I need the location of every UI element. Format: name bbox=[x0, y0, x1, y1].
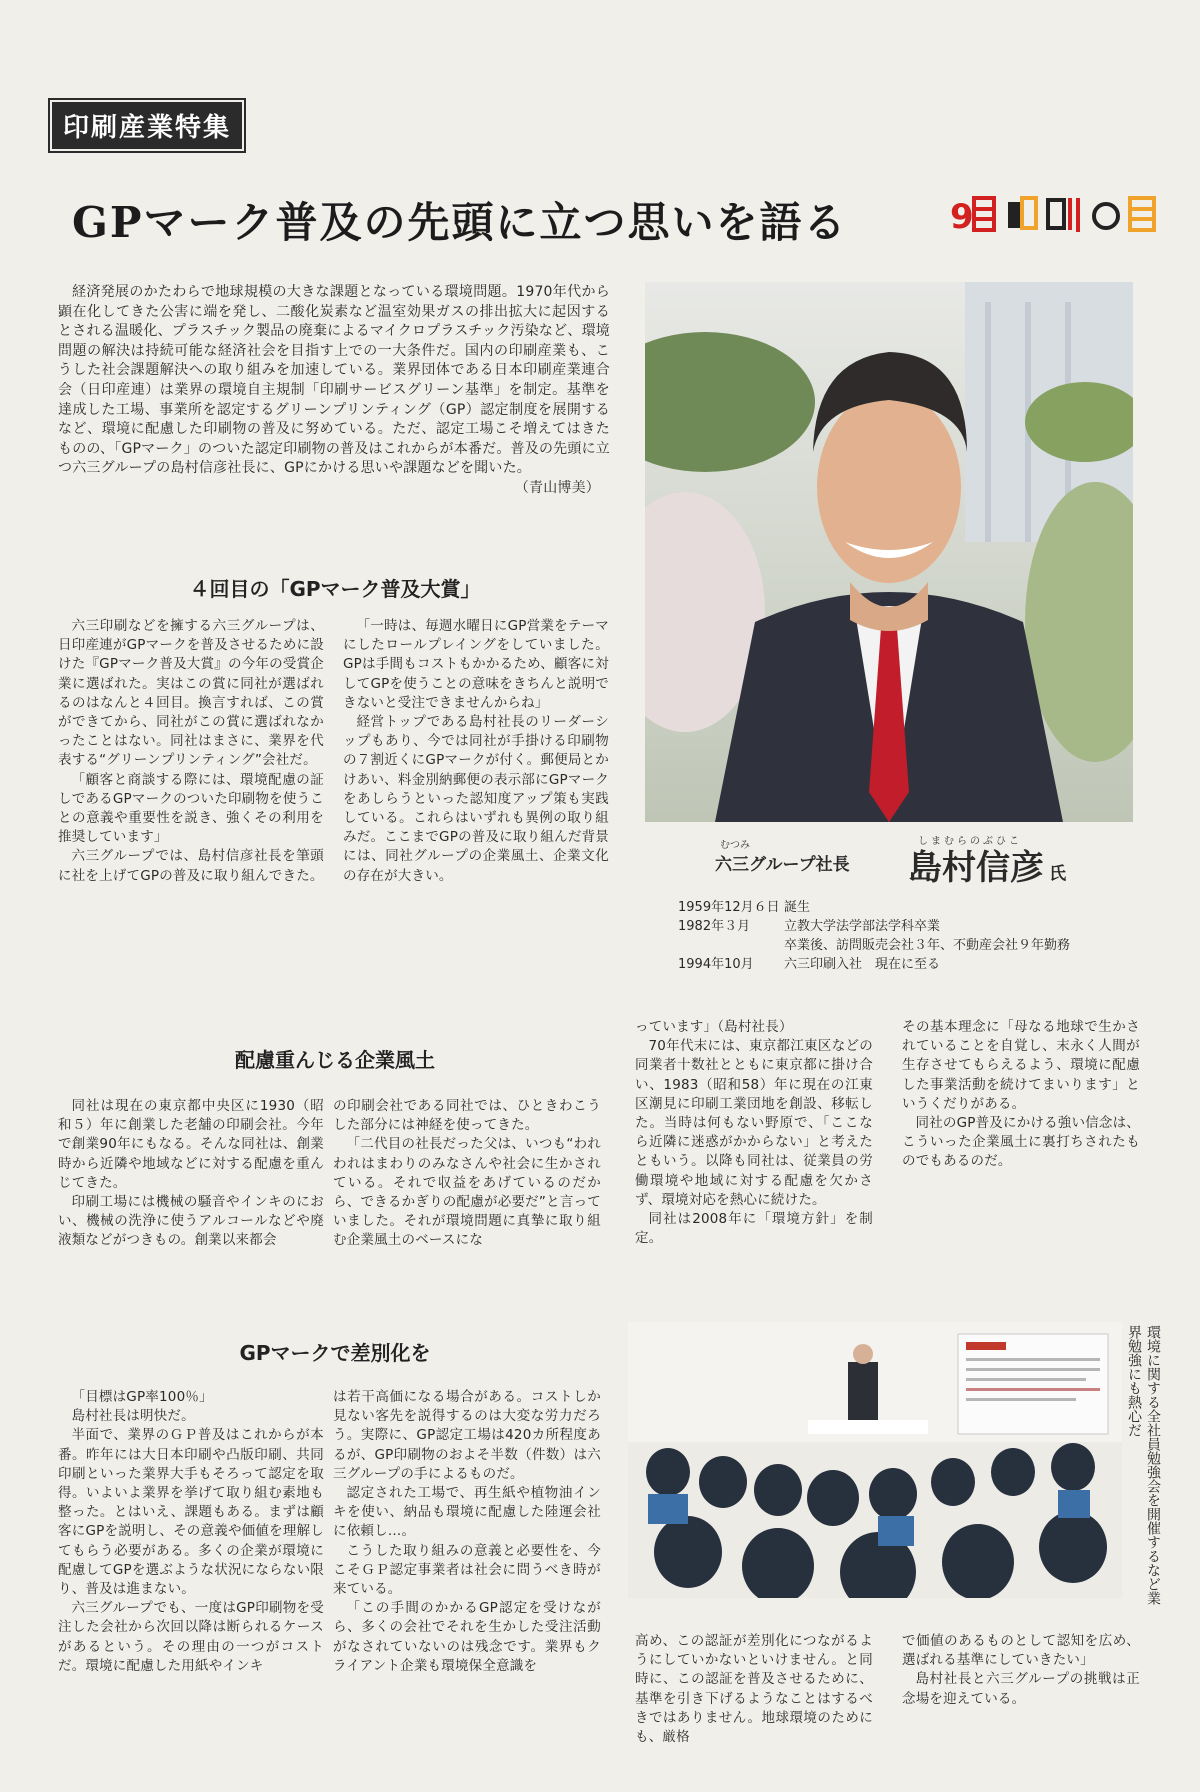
profile-title: 六三グループ社長 bbox=[715, 855, 850, 875]
section1-col1: 六三印刷などを擁する六三グループは、日印産連がGPマークを普及させるために設けた『GPマーク普及大賞』の今年の受賞企業に選ばれた。実はこの賞に同社が選ばれるのはなんと４回目。換言すれば、この賞ができてから、同社がこの賞に選ばれなかったことはない。同社はまさに、業界を代表する“グリーンプリンティング”会社だ。 「顧客と商談する際には、環境配慮の証しであるGPマークのついた印刷物を使うことの意義や重要性を説き、強くその利用を推奨しています」 六三グループでは、島村信彦社長を筆頭に社を上げてGPの普及に取り組んできた。 bbox=[58, 618, 324, 884]
section3-col2: は若干高価になる場合がある。コストしか見ない客先を説得するのは大変な労力だろう。実際に、GP認定工場は420カ所程度あるが、GP印刷物のおよそ半数（件数）は六三グループの手によるものだ。 認定された工場で、再生紙や植物油インキを使い、納品も環境に配慮した陸運会社に依頼し…。 こうした取り組みの意義と必要性を、今こそＧＰ認定事業者は社会に問うべき時が来ている。 「この手間のかかるGP認定を受けながら、多くの会社でそれを生かした受注活動がなされていないのは残念です。業界もクライアント企業も環境保全意識を bbox=[333, 1389, 601, 1674]
career-row: 1959年12月６日 誕生 bbox=[678, 900, 811, 915]
print-month-logo bbox=[948, 192, 1166, 236]
career-row: 卒業後、訪問販売会社３年、不動産会社９年勤務 bbox=[784, 938, 1071, 953]
section2-heading: 配慮重んじる企業風土 bbox=[235, 1048, 435, 1072]
lead-paragraph: 経済発展のかたわらで地球規模の大きな課題となっている環境問題。1970年代から顕在化してきた公害に端を発し、二酸化炭素など温室効果ガスの排出拡大に起因するとされる温暖化、プラスチック製品の廃棄によるマイクロプラスチック汚染など、環境問題の解決は持続可能な経済社会を目指す上での一大条件だ。国内の印刷産業も、こうした社会課題解決への取り組みを加速している。業界団体である日本印刷産業連合会（日印産連）は業界の環境自主規制「印刷サービスグリーン基準」を制定。基準を達成した工場、事業所を認定するグリーンプリンティング（GP）認定制度を展開するなど、環境に配慮した印刷物の普及に努めている。ただ、認定工場こそ増えてはきたものの、「GPマーク」のついた認定印刷物の普及はこれからが本番だ。普及の先頭に立つ六三グループの島村信彦社長に、GPにかける思いや課題などを聞いた。 （青山博美） bbox=[58, 283, 610, 499]
career-list bbox=[678, 898, 1138, 974]
profile-honorific: 氏 bbox=[1049, 864, 1067, 884]
career-row: 1994年10月 六三印刷入社 現在に至る bbox=[678, 957, 941, 972]
portrait-illustration bbox=[645, 282, 1133, 822]
section3-heading: GPマークで差別化を bbox=[239, 1341, 431, 1365]
page-title: GPマーク普及の先頭に立つ思いを語る bbox=[72, 198, 848, 247]
section3-col3: 高め、この認証が差別化につながるようにしていかないといけません。と同時に、この認証を普及させるために、基準を引き下げるようなことはするべきではありません。地球環境のためにも、厳格 bbox=[635, 1633, 873, 1746]
profile-name-block bbox=[908, 840, 1066, 889]
section2-col2: の印刷会社である同社では、ひときわこうした部分には神経を使ってきた。 「二代目の社長だった父は、いつも“われわれはまわりのみなさんや社会に生かされている。それで収益をあげているのだから、できるかぎりの配慮が必要だ”と言っていました。それが環境問題に真摯に取り組む企業風土のベースにな bbox=[333, 1098, 601, 1249]
profile-name: 島村信彦 bbox=[908, 848, 1044, 888]
section2-col4: その基本理念に「母なる地球で生かされていることを自覚し、末永く人間が生存させてもらえるよう、環境に配慮した事業活動を続けてまいります」というくだりがある。 同社のGP普及にかける強い信念は、こういった企業風土に裏打ちされたものでもあるのだ。 bbox=[902, 1019, 1141, 1170]
career-row: 1982年３月 立教大学法学部法学科卒業 bbox=[678, 919, 941, 934]
portrait-photo bbox=[645, 282, 1133, 822]
section1-heading: ４回目の「GPマーク普及大賞」 bbox=[189, 577, 481, 601]
seminar-illustration bbox=[628, 1322, 1122, 1598]
section2-col3: っています」（島村社長） 70年代末には、東京都江東区などの同業者十数社とともに東京都に掛け合い、1983（昭和58）年に現在の江東区潮見に印刷工業団地を創設、移転した。当時は何もない野原で、「ここなら近隣に迷惑がかからない」と考えたともいう。以降も同社は、従業員の労働環境や地域に対する配慮を欠かさず、環境対応を熱心に続けた。 同社は2008年に「環境方針」を制定。 bbox=[635, 1019, 873, 1247]
section3-col1: 「目標はGP率100％」 島村社長は明快だ。 半面で、業界のＧＰ普及はこれからが本番。昨年には大日本印刷や凸版印刷、共同印刷といった業界大手もそろって認定を取得。いよいよ業界を挙げて取り組む素地も整った。とはいえ、課題もある。まずは顧客にGPを説明し、その意義や価値を理解してもらう必要がある。多くの企業が環境に配慮してGPを選ぶような状況にならない限り、普及は進まない。 六三グループでも、一度はGP印刷物を受注した会社から次回以降は断られるケースがあるという。その理由の一つがコストだ。環境に配慮した用紙やインキ bbox=[58, 1389, 324, 1674]
svg-text:9: 9 bbox=[950, 197, 974, 236]
section2-col1: 同社は現在の東京都中央区に1930（昭和５）年に創業した老舗の印刷会社。今年で創業90年にもなる。そんな同社は、創業時から近隣や地域などに対する配慮を重んじてきた。 印刷工場には機械の騒音やインキのにおい、機械の洗浄に使うアルコールなどや廃液類などがつきもの。創業以来都会 bbox=[58, 1098, 324, 1249]
section3-col4: で価値のあるものとして認知を広め、選ばれる基準にしていきたい」 島村社長と六三グループの挑戦は正念場を迎えている。 bbox=[902, 1633, 1140, 1707]
seminar-photo bbox=[628, 1322, 1122, 1598]
author-credit: （青山博美） bbox=[514, 479, 600, 496]
section1-col2: 「一時は、毎週水曜日にGP営業をテーマにしたロールプレイングをしていました。GPは手間もコストもかかるため、顧客に対してGPを使うことの意味をきちんと説明できないと受注できませんからね」 経営トップである島村社長のリーダーシップもあり、今では同社が手掛ける印刷物の７割近くにGPマークが付く。郵便局とかけあい、料金別納郵便の表示部にGPマークをあしらうといった認知度アップ策も実践している。これらはいずれも異例の取り組みだ。ここまでGPの普及に取り組んだ背景には、同社グループの企業風土、企業文化の存在が大きい。 bbox=[343, 618, 609, 884]
seminar-caption: 環境に関する全社員勉強会を開催するなど業界勉強にも熱心だ bbox=[1126, 1325, 1161, 1605]
name-ruby: しまむらのぶひこ bbox=[918, 836, 1022, 847]
section-tag: 印刷産業特集 bbox=[52, 102, 242, 149]
company-ruby: むつみ bbox=[720, 840, 750, 851]
